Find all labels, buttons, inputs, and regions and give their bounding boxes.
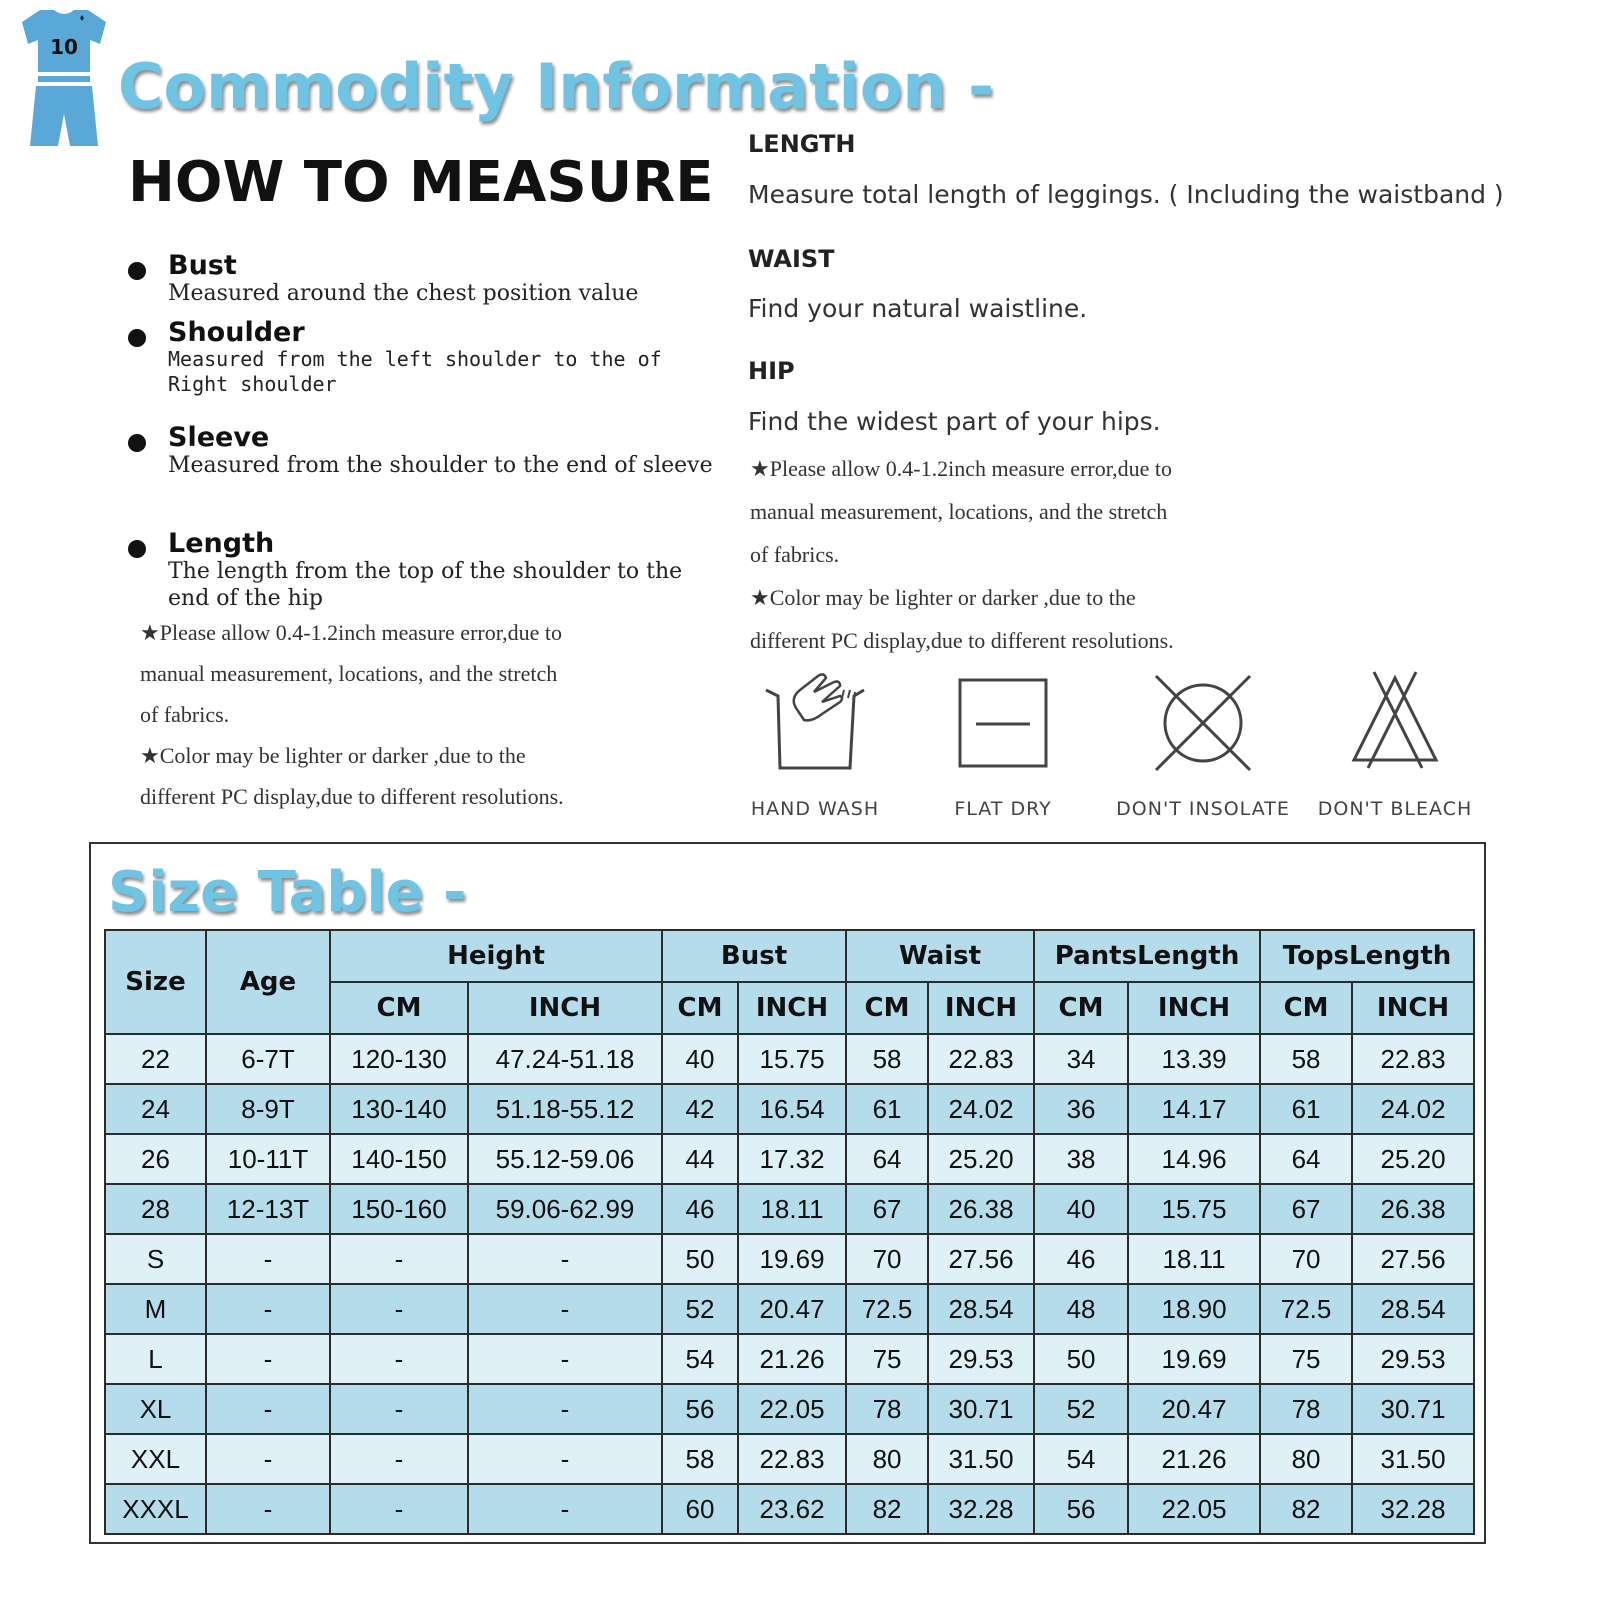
hip-heading: HIP (748, 357, 795, 385)
measure-label: Shoulder (168, 317, 305, 348)
table-cell: - (206, 1284, 330, 1334)
table-cell: 23.62 (738, 1484, 846, 1534)
size-table (104, 929, 1475, 1535)
table-cell: 12-13T (206, 1184, 330, 1234)
table-cell: 32.28 (928, 1484, 1034, 1534)
table-cell: 25.20 (928, 1134, 1034, 1184)
table-cell: - (468, 1434, 662, 1484)
table-cell: 15.75 (1128, 1184, 1260, 1234)
length-text: Measure total length of leggings. ( Including the waistband ) (748, 180, 1504, 209)
commodity-title: Commodity Information - (118, 50, 994, 123)
measure-label: Bust (168, 250, 237, 281)
table-cell: 46 (1034, 1234, 1128, 1284)
header-unit: INCH (468, 982, 662, 1034)
table-cell: 25.20 (1352, 1134, 1474, 1184)
header-group: Bust (662, 930, 846, 982)
table-cell: 80 (846, 1434, 928, 1484)
measure-desc: The length from the top of the shoulder to the end of the hip (168, 559, 683, 611)
table-cell: 75 (846, 1334, 928, 1384)
error-note: ★Please allow 0.4-1.2inch measure error,due to manual measurement, locations, and the stretch of fabrics. (140, 620, 563, 727)
care-hand-wash (740, 668, 890, 820)
table-cell: 72.5 (846, 1284, 928, 1334)
table-cell: 18.90 (1128, 1284, 1260, 1334)
table-cell: 64 (1260, 1134, 1352, 1184)
table-row (105, 1084, 1474, 1134)
howto-title: HOW TO MEASURE (128, 150, 714, 215)
table-cell: 20.47 (1128, 1384, 1260, 1434)
table-cell: 50 (1034, 1334, 1128, 1384)
table-cell: 58 (846, 1034, 928, 1084)
table-cell: - (330, 1334, 468, 1384)
table-cell: 40 (662, 1034, 738, 1084)
table-cell: 58 (1260, 1034, 1352, 1084)
table-cell: S (105, 1234, 206, 1284)
bullet-icon (128, 262, 146, 280)
table-cell: 27.56 (1352, 1234, 1474, 1284)
table-cell: 32.28 (1352, 1484, 1474, 1534)
table-cell: - (468, 1484, 662, 1534)
table-cell: 56 (662, 1384, 738, 1434)
table-cell: 58 (662, 1434, 738, 1484)
table-cell: 78 (1260, 1384, 1352, 1434)
color-note: ★Color may be lighter or darker ,due to the different PC display,due to different resolutions. (140, 743, 564, 809)
table-cell: 44 (662, 1134, 738, 1184)
table-cell: 17.32 (738, 1134, 846, 1184)
table-cell: 67 (1260, 1184, 1352, 1234)
table-cell: - (330, 1284, 468, 1334)
header-unit: CM (1260, 982, 1352, 1034)
bullet-icon (128, 329, 146, 347)
table-cell: 52 (662, 1284, 738, 1334)
error-note-right: ★Please allow 0.4-1.2inch measure error,due to manual measurement, locations, and the stretch of fabrics. (750, 456, 1173, 567)
table-cell: - (468, 1384, 662, 1434)
flat-dry-icon (948, 668, 1058, 778)
header-size: Size (105, 930, 206, 1034)
bullet-icon (128, 434, 146, 452)
table-cell: 38 (1034, 1134, 1128, 1184)
header-age: Age (206, 930, 330, 1034)
table-cell: 22.83 (738, 1434, 846, 1484)
table-row (105, 1284, 1474, 1334)
table-cell: 30.71 (1352, 1384, 1474, 1434)
table-cell: 22.83 (1352, 1034, 1474, 1084)
header-group: TopsLength (1260, 930, 1474, 982)
table-cell: 64 (846, 1134, 928, 1184)
table-row (105, 1384, 1474, 1434)
table-cell: 31.50 (1352, 1434, 1474, 1484)
table-cell: 70 (1260, 1234, 1352, 1284)
table-row (105, 1434, 1474, 1484)
hand-wash-icon (760, 668, 870, 778)
table-cell: M (105, 1284, 206, 1334)
header-unit: CM (662, 982, 738, 1034)
table-cell: 80 (1260, 1434, 1352, 1484)
header-unit: INCH (928, 982, 1034, 1034)
measure-desc: Measured from the shoulder to the end of sleeve (168, 453, 713, 478)
table-cell: 24.02 (928, 1084, 1034, 1134)
jersey-icon (18, 6, 110, 154)
table-cell: 120-130 (330, 1034, 468, 1084)
length-heading: LENGTH (748, 130, 856, 158)
header-group: Waist (846, 930, 1034, 982)
table-cell: 56 (1034, 1484, 1128, 1534)
table-cell: 24.02 (1352, 1084, 1474, 1134)
table-cell: 19.69 (1128, 1334, 1260, 1384)
jersey-number: 10 (50, 35, 78, 59)
care-flat-dry (928, 668, 1078, 820)
table-cell: 130-140 (330, 1084, 468, 1134)
table-cell: 150-160 (330, 1184, 468, 1234)
table-cell: 21.26 (738, 1334, 846, 1384)
table-cell: 13.39 (1128, 1034, 1260, 1084)
table-cell: 22.83 (928, 1034, 1034, 1084)
table-cell: 19.69 (738, 1234, 846, 1284)
table-cell: 24 (105, 1084, 206, 1134)
header-unit: INCH (738, 982, 846, 1034)
table-cell: 22 (105, 1034, 206, 1084)
table-cell: 75 (1260, 1334, 1352, 1384)
care-label: HAND WASH (750, 798, 880, 820)
table-cell: 67 (846, 1184, 928, 1234)
measure-label: Length (168, 528, 275, 559)
table-cell: 60 (662, 1484, 738, 1534)
table-cell: 50 (662, 1234, 738, 1284)
table-cell: - (206, 1334, 330, 1384)
table-cell: 18.11 (1128, 1234, 1260, 1284)
table-cell: XXXL (105, 1484, 206, 1534)
header-unit: INCH (1352, 982, 1474, 1034)
size-table-body (105, 1034, 1474, 1534)
table-cell: - (330, 1234, 468, 1284)
table-cell: 26.38 (1352, 1184, 1474, 1234)
table-cell: 82 (846, 1484, 928, 1534)
table-cell: 29.53 (1352, 1334, 1474, 1384)
table-cell: - (206, 1434, 330, 1484)
table-cell: - (206, 1234, 330, 1284)
table-cell: 15.75 (738, 1034, 846, 1084)
table-cell: 28 (105, 1184, 206, 1234)
measure-desc: Measured around the chest position value (168, 281, 639, 306)
table-cell: 51.18-55.12 (468, 1084, 662, 1134)
color-note-right: ★Color may be lighter or darker ,due to the different PC display,due to different resolutions. (750, 585, 1174, 653)
header-unit: CM (330, 982, 468, 1034)
table-cell: 26.38 (928, 1184, 1034, 1234)
table-row (105, 1034, 1474, 1084)
table-cell: 72.5 (1260, 1284, 1352, 1334)
table-cell: 34 (1034, 1034, 1128, 1084)
table-cell: 20.47 (738, 1284, 846, 1334)
header-unit: CM (846, 982, 928, 1034)
care-dont-insolate (1116, 668, 1290, 820)
table-cell: 14.96 (1128, 1134, 1260, 1184)
table-cell: 8-9T (206, 1084, 330, 1134)
table-row (105, 1334, 1474, 1384)
dont-bleach-icon (1340, 668, 1450, 778)
table-cell: 28.54 (1352, 1284, 1474, 1334)
care-label: FLAT DRY (954, 798, 1052, 820)
table-cell: 22.05 (738, 1384, 846, 1434)
table-cell: - (206, 1484, 330, 1534)
table-cell: 10-11T (206, 1134, 330, 1184)
table-cell: 46 (662, 1184, 738, 1234)
care-label: DON'T BLEACH (1317, 798, 1473, 820)
table-cell: 52 (1034, 1384, 1128, 1434)
table-cell: - (330, 1384, 468, 1434)
table-row (105, 1184, 1474, 1234)
table-cell: 70 (846, 1234, 928, 1284)
table-cell: 140-150 (330, 1134, 468, 1184)
table-cell: 54 (1034, 1434, 1128, 1484)
table-cell: - (330, 1484, 468, 1534)
header-group: Height (330, 930, 662, 982)
table-cell: 36 (1034, 1084, 1128, 1134)
table-cell: 48 (1034, 1284, 1128, 1334)
table-cell: 30.71 (928, 1384, 1034, 1434)
table-cell: 61 (1260, 1084, 1352, 1134)
table-cell: 31.50 (928, 1434, 1034, 1484)
table-cell: - (468, 1284, 662, 1334)
table-cell: 42 (662, 1084, 738, 1134)
dont-insolate-icon (1148, 668, 1258, 778)
table-cell: XL (105, 1384, 206, 1434)
table-cell: 27.56 (928, 1234, 1034, 1284)
table-cell: 6-7T (206, 1034, 330, 1084)
header-unit: INCH (1128, 982, 1260, 1034)
table-cell: 14.17 (1128, 1084, 1260, 1134)
table-cell: 61 (846, 1084, 928, 1134)
table-row (105, 1234, 1474, 1284)
header-unit: CM (1034, 982, 1128, 1034)
header-group: PantsLength (1034, 930, 1260, 982)
table-row (105, 1484, 1474, 1534)
waist-heading: WAIST (748, 245, 835, 273)
waist-text: Find your natural waistline. (748, 294, 1088, 323)
table-cell: 78 (846, 1384, 928, 1434)
table-cell: 40 (1034, 1184, 1128, 1234)
table-cell: - (330, 1434, 468, 1484)
table-cell: - (468, 1234, 662, 1284)
table-cell: 28.54 (928, 1284, 1034, 1334)
table-cell: - (206, 1384, 330, 1434)
table-cell: - (468, 1334, 662, 1384)
measure-desc: Measured from the left shoulder to the of Right shoulder (168, 347, 662, 396)
table-cell: 29.53 (928, 1334, 1034, 1384)
table-cell: L (105, 1334, 206, 1384)
size-table-title: Size Table - (108, 860, 467, 925)
table-cell: 26 (105, 1134, 206, 1184)
table-cell: 54 (662, 1334, 738, 1384)
table-cell: 22.05 (1128, 1484, 1260, 1534)
measure-label: Sleeve (168, 422, 270, 453)
care-label: DON'T INSOLATE (1116, 798, 1290, 820)
bullet-icon (128, 540, 146, 558)
table-cell: 55.12-59.06 (468, 1134, 662, 1184)
table-cell: 47.24-51.18 (468, 1034, 662, 1084)
hip-text: Find the widest part of your hips. (748, 407, 1161, 436)
table-cell: 59.06-62.99 (468, 1184, 662, 1234)
table-cell: 82 (1260, 1484, 1352, 1534)
table-cell: 18.11 (738, 1184, 846, 1234)
table-cell: 16.54 (738, 1084, 846, 1134)
table-row (105, 1134, 1474, 1184)
table-cell: XXL (105, 1434, 206, 1484)
table-cell: 21.26 (1128, 1434, 1260, 1484)
care-dont-bleach (1317, 668, 1473, 820)
